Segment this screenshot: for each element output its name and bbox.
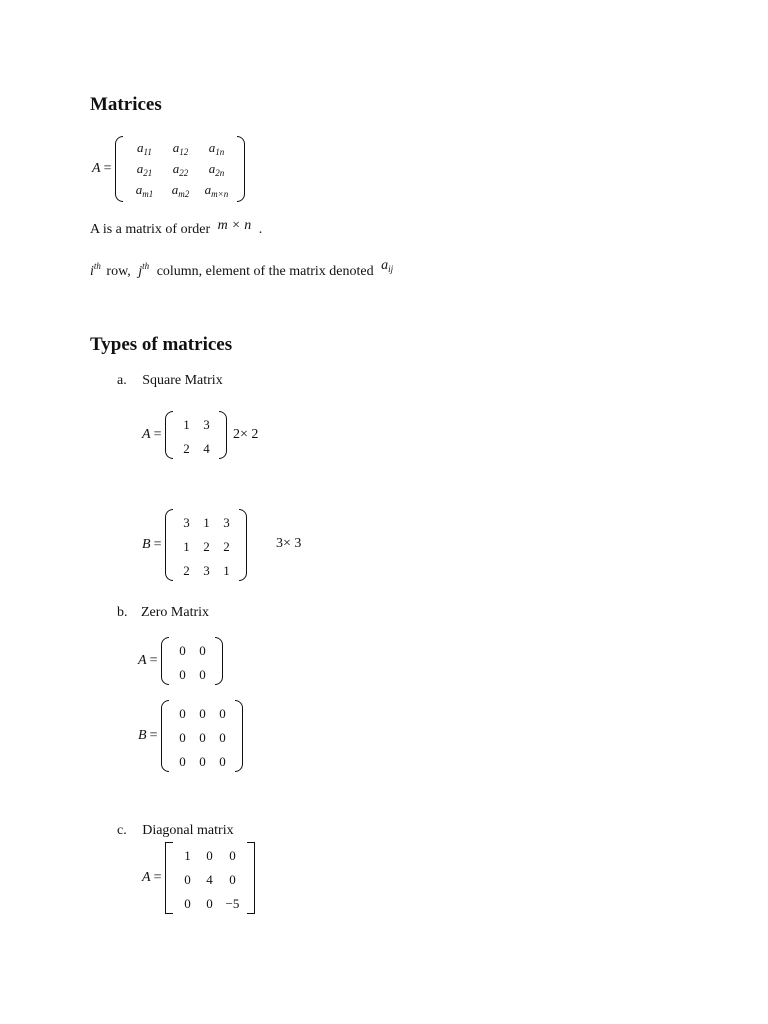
matrix-cell: 3 xyxy=(183,515,190,530)
matrix-cell: 4 xyxy=(206,872,213,887)
matrix-grid xyxy=(173,411,219,459)
list-item-diagonal: c. Diagonal matrix xyxy=(117,823,234,838)
matrix-cell: 0 xyxy=(179,730,186,745)
matrix-cell: 0 xyxy=(219,706,226,721)
matrix-grid xyxy=(173,842,247,914)
matrix-cell: 0 xyxy=(199,643,206,658)
zero-matrix-a: A = 0 0 0 0 xyxy=(138,637,223,685)
matrix-cell: 4 xyxy=(203,441,210,456)
matrix-cell: $a_{11}$ xyxy=(137,140,152,157)
matrix-cell: 1 xyxy=(223,563,230,578)
left-paren xyxy=(161,637,169,685)
right-paren xyxy=(237,136,245,202)
matrix-cell: 0 xyxy=(206,848,213,863)
left-paren xyxy=(165,411,173,459)
diagonal-matrix-a: A = 1 0 0 0 4 0 0 0 −5 xyxy=(142,842,255,914)
matrix-cell: $a_{21}$ xyxy=(136,161,153,178)
matrix-cell: $a_{12}$ xyxy=(172,140,189,157)
page-title: Matrices xyxy=(90,94,162,115)
matrix-cell: 2 xyxy=(223,539,230,554)
matrix-grid xyxy=(169,700,235,772)
matrix-cell: 0 xyxy=(219,730,226,745)
right-paren xyxy=(235,700,243,772)
matrix-order: 3× 3 xyxy=(276,536,302,551)
matrix-cell: 0 xyxy=(199,706,206,721)
matrix-cell: 0 xyxy=(179,706,186,721)
matrix-cell: $a_{2n}$ xyxy=(208,161,225,178)
list-item-square: a. Square Matrix xyxy=(117,373,223,388)
matrix-cell: $a_{m\times n}$ xyxy=(204,182,229,199)
matrix-cell: $a_{m2}$ xyxy=(171,182,190,199)
square-matrix-b: B = 3 1 3 1 2 2 2 3 1 xyxy=(142,509,247,581)
element-sentence: $i^{th}$ row, $j^{th}$ column, element of the matrix denoted $a^{ij}$ xyxy=(90,258,394,279)
right-paren xyxy=(219,411,227,459)
matrix-cell: 1 xyxy=(203,515,210,530)
matrix-cell: 0 xyxy=(179,667,186,682)
matrix-cell: $a_{m1}$ xyxy=(135,182,154,199)
right-paren xyxy=(215,637,223,685)
matrix-cell: 0 xyxy=(206,896,213,911)
order-sentence: A is a matrix of order m × n . xyxy=(90,218,263,237)
matrix-cell: 2 xyxy=(203,539,210,554)
matrix-label: A xyxy=(92,161,101,176)
left-paren xyxy=(115,136,123,202)
matrix-cell: 0 xyxy=(199,667,206,682)
matrix-cell: 3 xyxy=(203,417,210,432)
section-title: Types of matrices xyxy=(90,334,233,355)
matrix-cell: −5 xyxy=(225,896,240,911)
left-paren xyxy=(165,509,173,581)
matrix-cell: 0 xyxy=(199,730,206,745)
matrix-cell: 1 xyxy=(184,848,191,863)
matrix-cell: 0 xyxy=(179,643,186,658)
matrix-cell: $a_{22}$ xyxy=(172,161,189,178)
list-item-zero: b. Zero Matrix xyxy=(117,605,210,620)
right-paren xyxy=(239,509,247,581)
matrix-cell: 0 xyxy=(184,872,191,887)
matrix-grid xyxy=(169,637,215,685)
matrix-cell: 0 xyxy=(184,896,191,911)
matrix-cell: 3 xyxy=(223,515,230,530)
matrix-cell: 1 xyxy=(183,417,190,432)
matrix-cell: 0 xyxy=(219,754,226,769)
matrix-order: 2× 2 xyxy=(233,427,259,442)
general-matrix: A = $a_{11}$ $a_{12}$ $a_{1n}$ $a_{21}$ $a_{22}$ $a_{2n}$ $a_{m1}$ $a_{m2}$ $a_{m\times n}$ xyxy=(92,136,245,202)
matrix-cell: 2 xyxy=(183,441,190,456)
left-bracket xyxy=(165,842,173,914)
matrix-cell: 3 xyxy=(203,563,210,578)
right-bracket xyxy=(247,842,255,914)
matrix-cell: 2 xyxy=(183,563,190,578)
matrix-grid xyxy=(173,509,239,581)
matrix-cell: 0 xyxy=(229,848,236,863)
square-matrix-a: A = 1 3 2 4 xyxy=(142,411,227,459)
matrix-cell: 1 xyxy=(183,539,190,554)
matrix-cell: 0 xyxy=(229,872,236,887)
matrix-grid xyxy=(123,136,237,202)
matrix-cell: 0 xyxy=(179,754,186,769)
matrix-cell: $a_{1n}$ xyxy=(208,140,225,157)
matrix-cell: 0 xyxy=(199,754,206,769)
order-formula: m × n xyxy=(217,218,252,233)
left-paren xyxy=(161,700,169,772)
zero-matrix-b: B = 0 0 0 0 0 0 0 0 0 xyxy=(138,700,243,772)
